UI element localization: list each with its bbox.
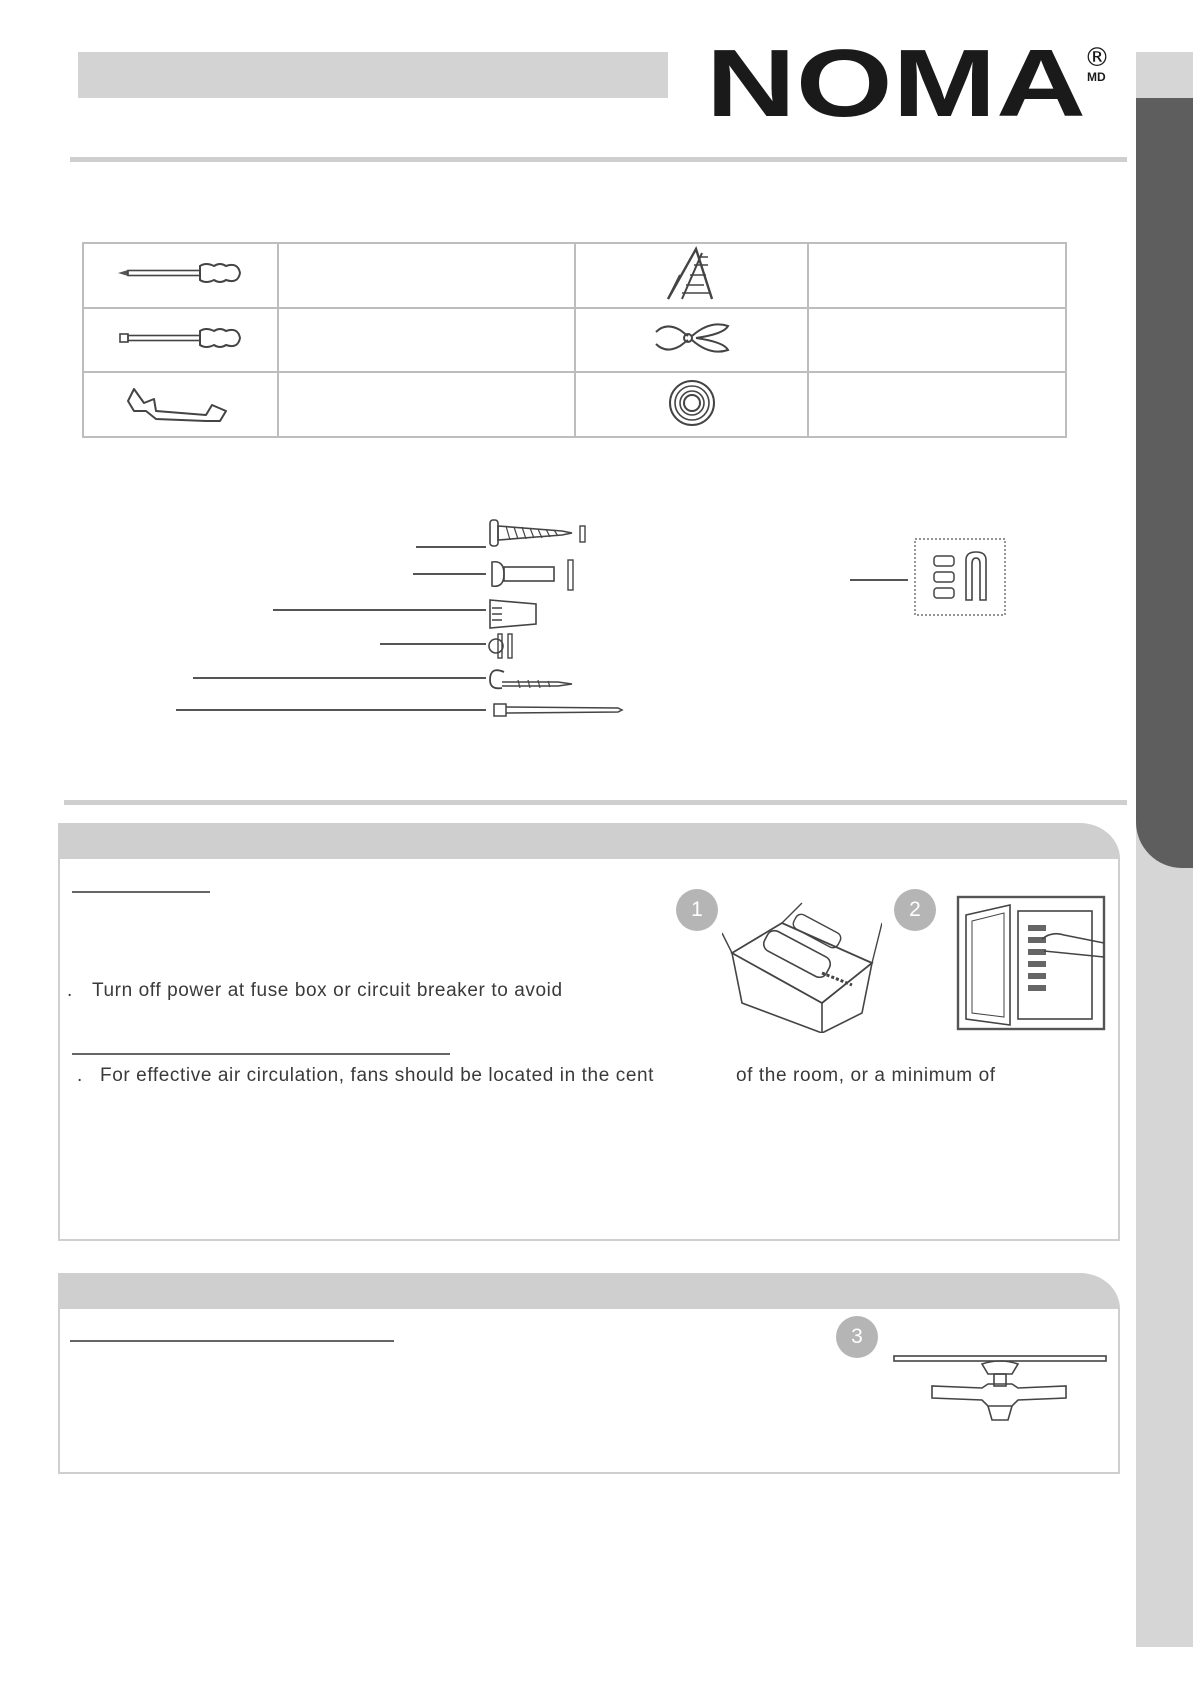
subheading-underline [72,891,210,893]
tool-name-cell [278,372,575,437]
balancing-weight-icon [934,588,954,598]
callout-line [193,677,486,679]
step-1-marker: . [67,980,73,1001]
table-row [83,308,1066,373]
breaker-panel-illustration [956,895,1106,1031]
wire-cutter-icon [652,316,732,360]
tool-name-cell [808,243,1066,308]
callout-line [850,579,908,581]
wood-screw-icon [490,520,585,546]
figure-badge-1: 1 [676,889,718,931]
figure-badge-2: 2 [894,889,936,931]
table-row [83,372,1066,437]
hook-screw-icon [490,670,572,688]
callout-line [413,573,486,575]
tool-cell [83,243,278,308]
tool-cell [83,308,278,373]
wrench-icon [126,381,236,425]
tool-cell [575,308,808,373]
noma-logo [706,40,1116,120]
hardware-pack [488,518,628,724]
tool-name-cell [278,308,575,373]
table-row [83,243,1066,308]
step-2-text-right: of the room, or a minimum of [736,1065,996,1086]
ladder-icon [662,245,722,301]
step-1-text: Turn off power at fuse box or circuit breaker to avoid [92,980,563,1001]
balancing-clip-icon [966,552,986,600]
md-mark: MD [1087,70,1106,84]
machine-screw-icon [492,560,573,590]
tool-cell [575,243,808,308]
callout-line [273,609,486,611]
balancing-weight-icon [934,556,954,566]
section-divider [64,800,1127,805]
balancing-weight-icon [934,572,954,582]
install-panel-header [58,1273,1120,1309]
step-2-text-left: For effective air circulation, fans should be located in the cent [100,1065,655,1086]
tool-name-cell [808,308,1066,373]
flathead-screwdriver-icon [116,323,246,353]
cable-tie-icon [494,704,622,716]
figure-badge-3: 3 [836,1316,878,1358]
title-bar [78,52,668,98]
safety-panel-header [58,823,1120,859]
tool-cell [83,372,278,437]
callout-line [416,546,486,548]
unboxing-illustration [722,893,882,1033]
electrical-tape-icon [666,378,718,428]
tools-table [82,242,1067,438]
side-tab-active [1136,98,1193,868]
subheading-underline [70,1340,394,1342]
step-2-marker: . [77,1065,83,1086]
wire-connector-icon [490,600,536,628]
logo-text: NOMA [706,40,1086,120]
phillips-screwdriver-icon [116,258,246,288]
registered-mark: ® [1084,43,1110,73]
section-divider [70,157,1127,162]
tool-cell [575,372,808,437]
tool-name-cell [278,243,575,308]
ceiling-fan-illustration [892,1354,1108,1426]
balancing-kit [914,538,1006,616]
tool-name-cell [808,372,1066,437]
callout-line [176,709,486,711]
subheading-underline [72,1053,450,1055]
callout-line [380,643,486,645]
bolt-washer-icon [489,634,512,658]
